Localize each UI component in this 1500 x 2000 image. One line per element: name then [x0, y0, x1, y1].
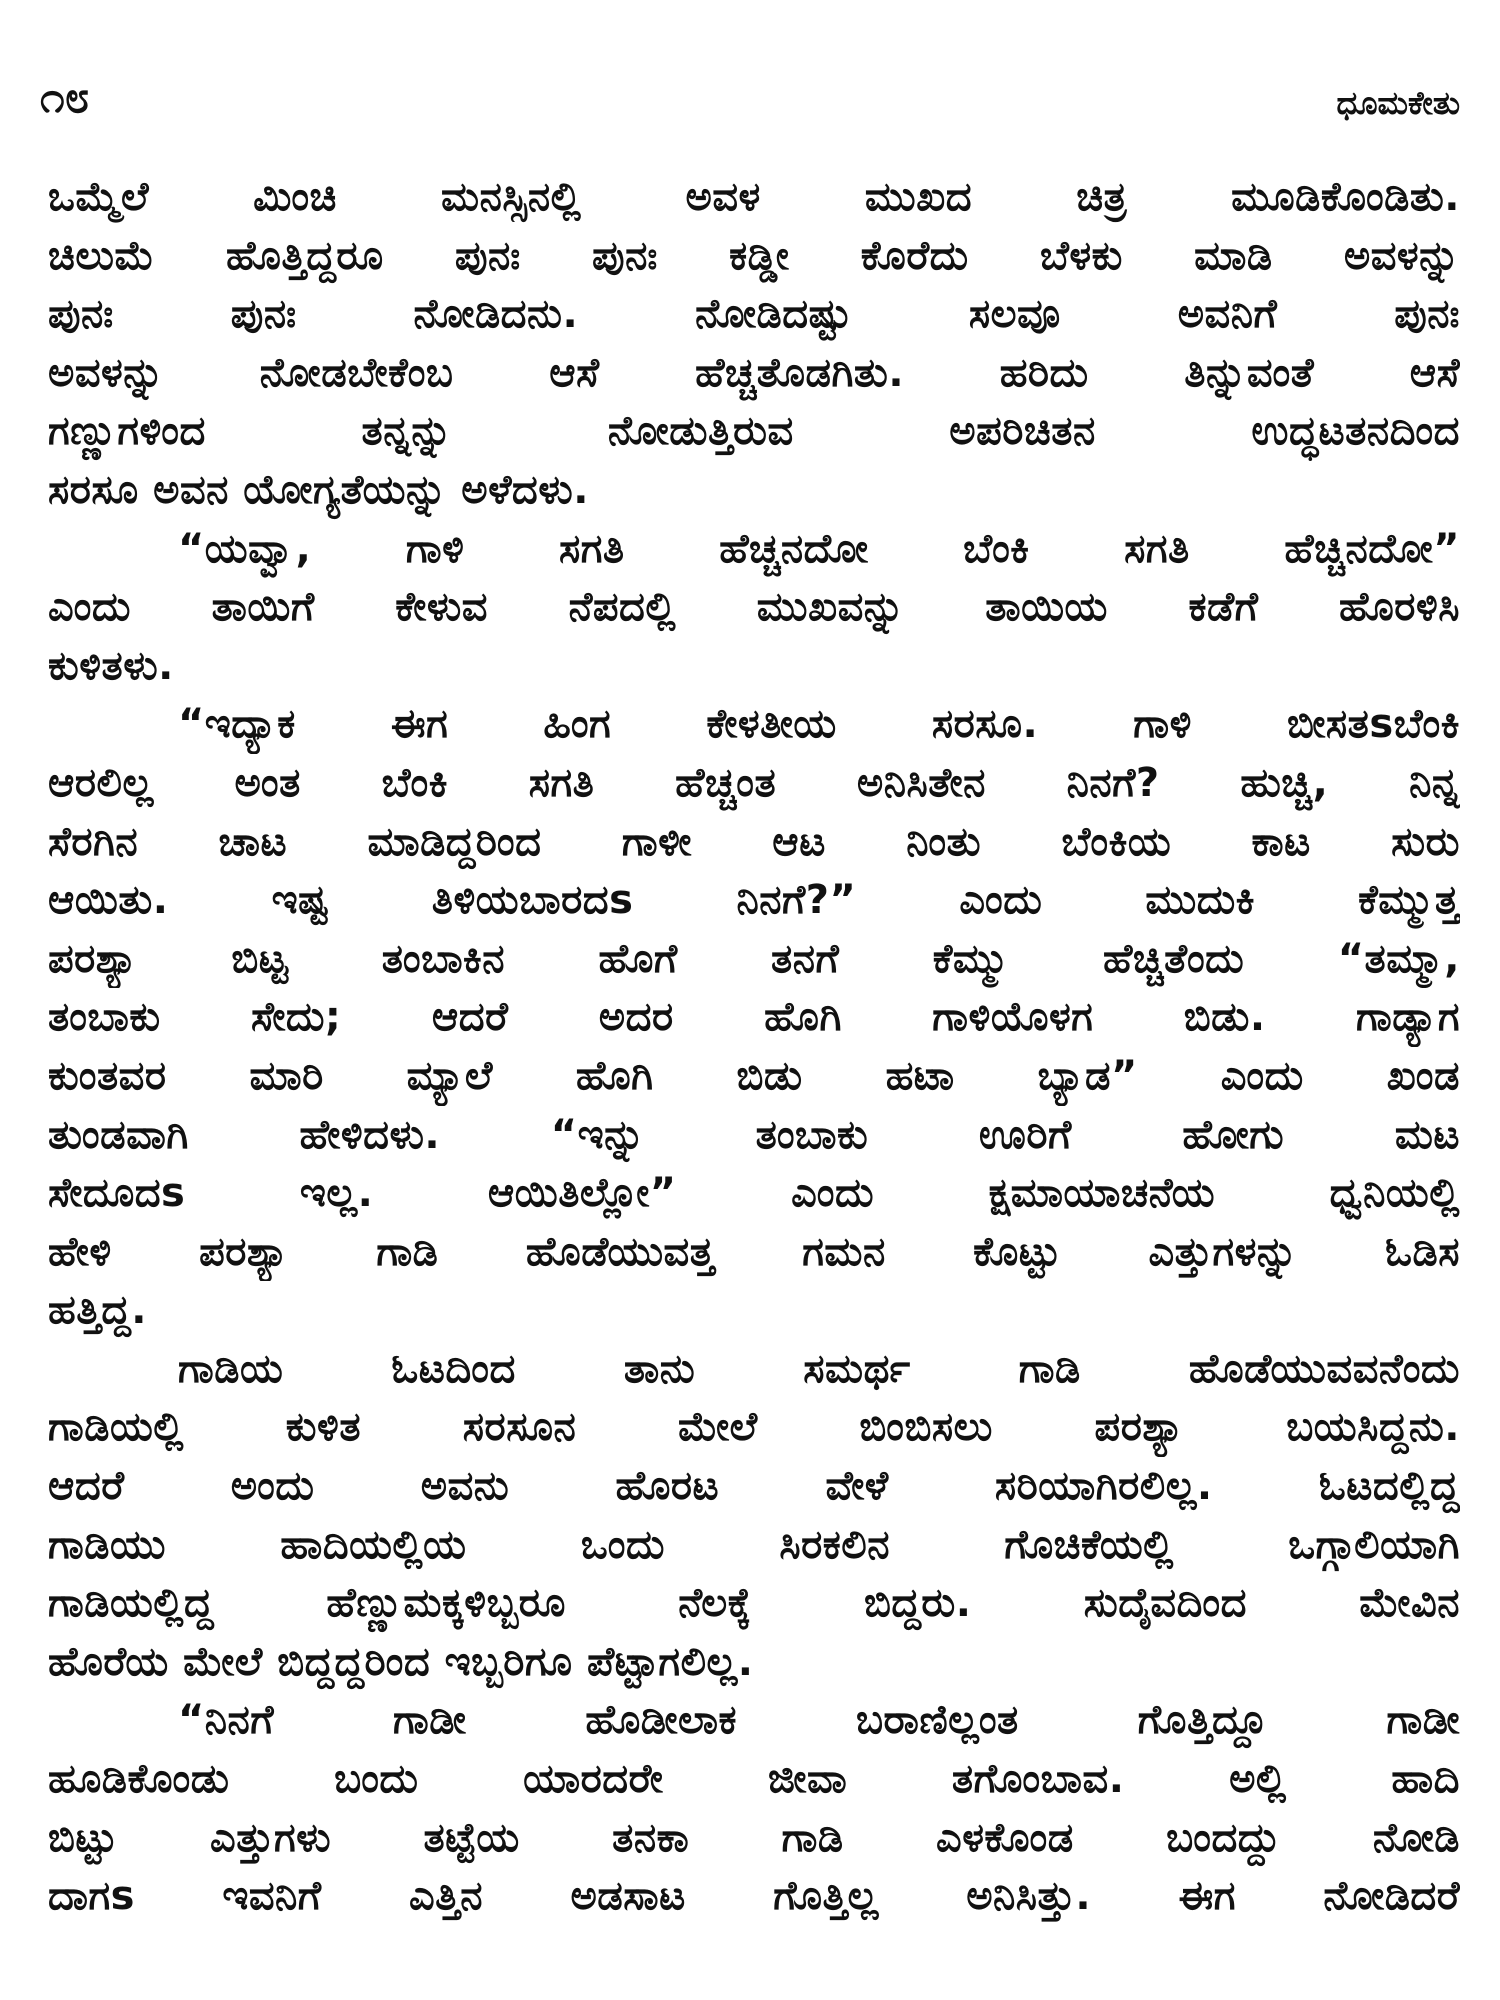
- text-line: “ನಿನಗೆ ಗಾಡೀ ಹೊಡೀಲಾಕ ಬರಾಣಿಲ್ಲಂತ ಗೊತ್ತಿದ್ದೂ ಗಾಡೀ: [178, 1697, 1460, 1744]
- running-title: ಧೂಮಕೇತು: [1336, 84, 1460, 122]
- text-line: ಒಮ್ಮೆಲೆ ಮಿಂಚಿ ಮನಸ್ಸಿನಲ್ಲಿ ಅವಳ ಮುಖದ ಚಿತ್ರ ಮೂಡಿಕೊಂಡಿತು.: [48, 174, 1460, 220]
- text-line: “ಇದ್ಯಾಕ ಈಗ ಹಿಂಗ ಕೇಳತೀಯ ಸರಸೂ. ಗಾಳಿ ಬೀಸತsಬೆಂಕಿ: [178, 701, 1460, 748]
- text-line: ಹೇಳಿ ಪರಶ್ಯಾ ಗಾಡಿ ಹೊಡೆಯುವತ್ತ ಗಮನ ಕೊಟ್ಟು ಎತ್ತುಗಳನ್ನು ಓಡಿಸ: [48, 1228, 1460, 1275]
- text-line: ಗಾಡಿಯಲ್ಲಿದ್ದ ಹೆಣ್ಣುಮಕ್ಕಳಿಬ್ಬರೂ ನೆಲಕ್ಕೆ ಬಿದ್ದರು. ಸುದೈವದಿಂದ ಮೇವಿನ: [48, 1580, 1460, 1627]
- text-line: ಗಾಡಿಯಲ್ಲಿ ಕುಳಿತ ಸರಸೂನ ಮೇಲೆ ಬಿಂಬಿಸಲು ಪರಶ್ಯಾ ಬಯಸಿದ್ದನು.: [48, 1404, 1460, 1451]
- text-line: ಹತ್ತಿದ್ದ.: [48, 1287, 147, 1334]
- text-line: ಸೇದೂದs ಇಲ್ಲ. ಆಯಿತಿಲ್ಲೋ” ಎಂದು ಕ್ಷಮಾಯಾಚನೆಯ ಧ್ವನಿಯಲ್ಲಿ: [48, 1170, 1460, 1217]
- text-line: ಪುನಃ ಪುನಃ ನೋಡಿದನು. ನೋಡಿದಷ್ಟು ಸಲವೂ ಅವನಿಗೆ ಪುನಃ: [48, 291, 1460, 338]
- text-line: ಹೊರೆಯ ಮೇಲೆ ಬಿದ್ದದ್ದರಿಂದ ಇಬ್ಬರಿಗೂ ಪೆಟ್ಟಾಗಲಿಲ್ಲ.: [48, 1638, 754, 1685]
- text-line: ಗಾಡಿಯ ಓಟದಿಂದ ತಾನು ಸಮರ್ಥ ಗಾಡಿ ಹೊಡೆಯುವವನೆಂದು: [178, 1345, 1460, 1392]
- page-number: ೧೮: [40, 72, 90, 123]
- text-line: “ಯವ್ವಾ, ಗಾಳಿ ಸಗತಿ ಹೆಚ್ಚನದೋ ಬೆಂಕಿ ಸಗತಿ ಹೆಚ್ಚಿನದೋ”: [178, 525, 1460, 572]
- text-line: ತಂಬಾಕು ಸೇದು; ಆದರೆ ಅದರ ಹೊಗಿ ಗಾಳಿಯೊಳಗ ಬಿಡು. ಗಾಡ್ಯಾಗ: [48, 994, 1460, 1041]
- text-line: ಹೂಡಿಕೊಂಡು ಬಂದು ಯಾರದರೇ ಜೀವಾ ತಗೊಂಬಾವ. ಅಲ್ಲಿ ಹಾದಿ: [48, 1756, 1460, 1803]
- text-line: ಬಿಟ್ಟು ಎತ್ತುಗಳು ತಟ್ಟೆಯ ತನಕಾ ಗಾಡಿ ಎಳಕೊಂಡ ಬಂದದ್ದು ನೋಡಿ: [48, 1814, 1460, 1861]
- text-line: ಗಾಡಿಯು ಹಾದಿಯಲ್ಲಿಯ ಒಂದು ಸಿರಕಲಿನ ಗೊಚಿಕೆಯಲ್ಲಿ ಒಗ್ಗಾಲಿಯಾಗಿ: [48, 1521, 1460, 1568]
- text-line: ಪರಶ್ಯಾ ಬಿಟ್ಟ ತಂಬಾಕಿನ ಹೊಗೆ ತನಗೆ ಕೆಮ್ಮು ಹೆಚ್ಚಿತೆಂದು “ತಮ್ಮಾ,: [48, 935, 1460, 982]
- text-line: ಸೆರಗಿನ ಚಾಟ ಮಾಡಿದ್ದರಿಂದ ಗಾಳೀ ಆಟ ನಿಂತು ಬೆಂಕಿಯ ಕಾಟ ಸುರು: [48, 818, 1460, 865]
- text-line: ಅವಳನ್ನು ನೋಡಬೇಕೆಂಬ ಆಸೆ ಹೆಚ್ಚತೊಡಗಿತು. ಹರಿದು ತಿನ್ನುವಂತೆ ಆಸೆ: [48, 349, 1460, 396]
- text-line: ಸರಸೂ ಅವನ ಯೋಗ್ಯತೆಯನ್ನು ಅಳೆದಳು.: [48, 466, 589, 513]
- text-line: ಕುಂತವರ ಮಾರಿ ಮ್ಯಾಲೆ ಹೊಗಿ ಬಿಡು ಹಟಾ ಬ್ಯಾಡ” ಎಂದು ಖಂಡ: [48, 1052, 1460, 1099]
- text-line: ಆರಲಿಲ್ಲ ಅಂತ ಬೆಂಕಿ ಸಗತಿ ಹೆಚ್ಚಂತ ಅನಿಸಿತೇನ ನಿನಗೆ? ಹುಚ್ಚಿ, ನಿನ್ನ: [48, 759, 1460, 806]
- text-line: ತುಂಡವಾಗಿ ಹೇಳಿದಳು. “ಇನ್ನು ತಂಬಾಕು ಊರಿಗೆ ಹೋಗು ಮಟ: [48, 1111, 1460, 1158]
- page-header: [40, 68, 1460, 128]
- text-line: ಆದರೆ ಅಂದು ಅವನು ಹೊರಟ ವೇಳೆ ಸರಿಯಾಗಿರಲಿಲ್ಲ. ಓಟದಲ್ಲಿದ್ದ: [48, 1463, 1460, 1510]
- text-line: ಕುಳಿತಳು.: [48, 642, 174, 689]
- body-text: [48, 168, 1460, 1926]
- text-line: ಚಿಲುಮೆ ಹೊತ್ತಿದ್ದರೂ ಪುನಃ ಪುನಃ ಕಡ್ಡೀ ಕೊರೆದು ಬೆಳಕು ಮಾಡಿ ಅವಳನ್ನು: [48, 232, 1460, 279]
- text-line: ಗಣ್ಣುಗಳಿಂದ ತನ್ನನ್ನು ನೋಡುತ್ತಿರುವ ಅಪರಿಚಿತನ ಉದ್ಧಟತನದಿಂದ: [48, 408, 1460, 455]
- text-line: ಎಂದು ತಾಯಿಗೆ ಕೇಳುವ ನೆಪದಲ್ಲಿ ಮುಖವನ್ನು ತಾಯಿಯ ಕಡೆಗೆ ಹೊರಳಿಸಿ: [48, 584, 1460, 631]
- text-line: ದಾಗs ಇವನಿಗೆ ಎತ್ತಿನ ಅಡಸಾಟ ಗೊತ್ತಿಲ್ಲ ಅನಿಸಿತ್ತು. ಈಗ ನೋಡಿದರೆ: [48, 1873, 1460, 1920]
- text-line: ಆಯಿತು. ಇಷ್ಟ ತಿಳಿಯಬಾರದs ನಿನಗೆ?” ಎಂದು ಮುದುಕಿ ಕೆಮ್ಮುತ್ತ: [48, 877, 1460, 924]
